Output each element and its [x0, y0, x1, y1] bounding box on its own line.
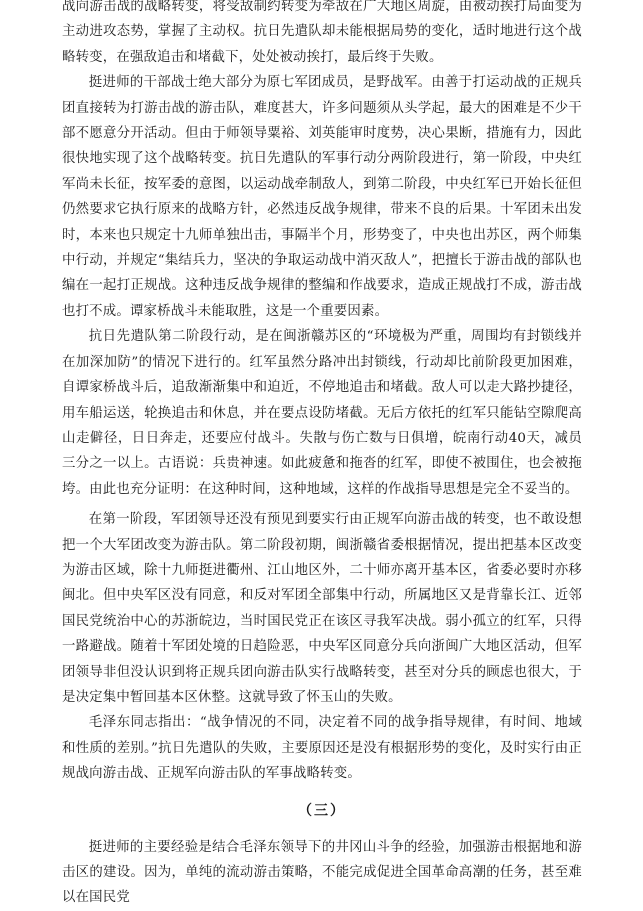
paragraph-2: 挺进师的干部战士绝大部分为原七军团成员，是野战军。由善于打运动战的正规兵团直接转为打游击战的游击队，难度甚大，许多问题须从头学起，最大的困难是不少干部不愿意分开活动。但由于师领导粟裕、刘英能审时度势，决心果断，措施有力，因此很快地实现了这个战略转变。抗日先遣队的军事行动分两阶段进行，第一阶段，中央红军尚未长征，按军委的意图，以运动战牵制敌人，到第二阶段，中央红军已开始长征但仍然要求它执行原来的战略方针，必然违反战争规律，带来不良的后果。十军团未出发时，本来也只规定十九师单独出击，事隔半个月，形势变了，中央也出苏区，两个师集中行动，并规定“集结兵力，坚决的争取运动战中消灭敌人”，把擅长于游击战的部队也编在一起打正规战。这种违反战争规律的整编和作战要求，造成正规战打不成，游击战也打不成。谭家桥战斗未能取胜，这是一个重要因素。 — [62, 75, 582, 319]
document-page — [62, 0, 582, 911]
paragraph-1: 战向游击战的战略转变，将受敌制约转变为牵敌在广大地区周旋，由被动挨打局面变为主动进攻态势，掌握了主动权。抗日先遣队却未能根据局势的变化，适时地进行这个战略转变，在强敌追击和堵截下，处处被动挨打，最后终于失败。 — [62, 0, 582, 65]
paragraph-3: 抗日先遣队第二阶段行动，是在闽浙赣苏区的“环境极为严重，周围均有封锁线并在加深加防”的情况下进行的。红军虽然分路冲出封锁线，行动却比前阶段更加困难，自谭家桥战斗后，追敌渐渐集中和迫近，不停地追击和堵截。敌人可以走大路抄捷径，用车船运送，轮换追击和休息，并在要点设防堵截。无后方依托的红军只能钻空隙爬高山走僻径，日日奔走，还要应付战斗。失散与伤亡数与日俱增，皖南行动40天，减员三分之一以上。古语说：兵贵神速。如此疲惫和拖沓的红军，即使不被围住，也会被拖垮。由此也充分证明：在这种时间，这种地域，这样的作战指导思想是完全不妥当的。 — [62, 329, 582, 497]
paragraph-6: 挺进师的主要经验是结合毛泽东领导下的井冈山斗争的经验，加强游击根据地和游击区的建设。因为，单纯的流动游击策略，不能完成促进全国革命高潮的任务，甚至难以在国民党 — [62, 839, 582, 906]
section-heading: （三） — [298, 802, 346, 819]
body-text-bottom — [62, 835, 582, 911]
body-text-top — [62, 0, 582, 787]
paragraph-4: 在第一阶段，军团领导还没有预见到要实行由正规军向游击战的转变，也不敢设想把一个大军团改变为游击队。第二阶段初期，闽浙赣省委根据情况，提出把基本区改变为游击区域，除十九师挺进衢州、江山地区外，二十师亦离开基本区，省委必要时亦移闽北。但中央军区没有同意，和反对军团全部集中行动，所属地区又是背靠长江、近邻国民党统治中心的苏浙皖边，当时国民党正在该区寻我军决战。弱小孤立的红军，只得一路避战。随着十军团处境的日趋险恶，中央军区同意分兵向浙闽广大地区活动，但军团领导非但没认识到将正规兵团向游击队实行战略转变，甚至对分兵的顾虑也很大，于是决定集中暂回基本区休整。这就导致了怀玉山的失败。 — [62, 512, 582, 705]
paragraph-5: 毛泽东同志指出：“战争情况的不同，决定着不同的战争指导规律，有时间、地域和性质的差别。”抗日先遣队的失败，主要原因还是没有根据形势的变化，及时实行由正规战向游击战、正规军向游击队的军事战略转变。 — [62, 715, 582, 782]
